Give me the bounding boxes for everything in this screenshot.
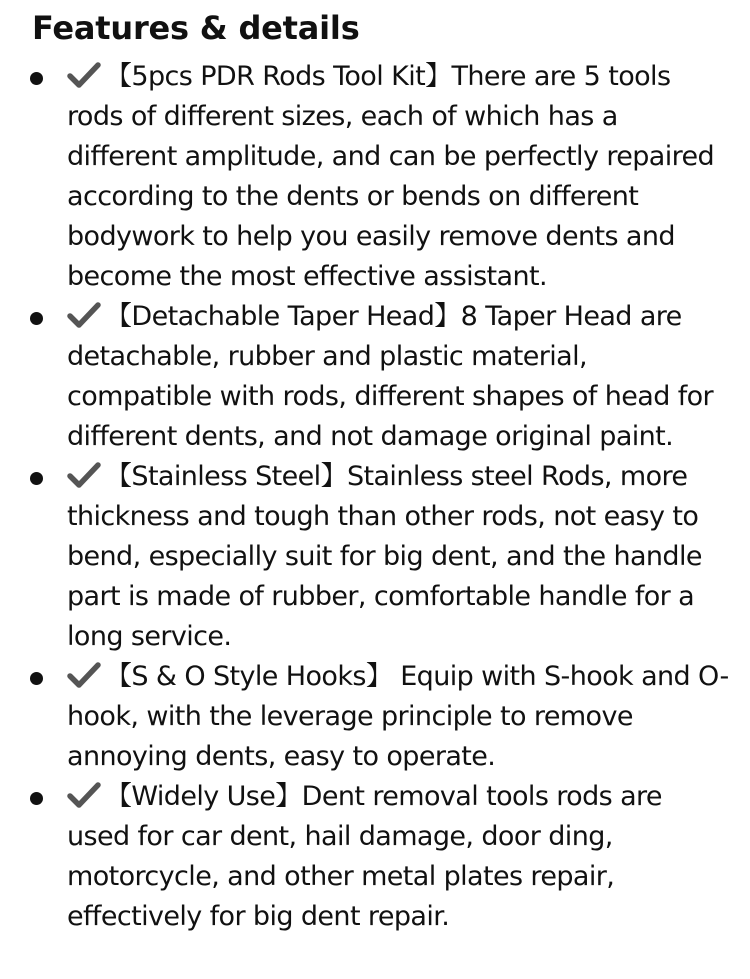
bullet-dot-icon <box>30 472 43 485</box>
bullet-dot-icon <box>30 792 43 805</box>
check-mark-icon <box>67 462 101 488</box>
section-title: Features & details <box>32 9 360 47</box>
check-mark-icon <box>67 662 101 688</box>
feature-text: 【Stainless Steel】Stainless steel Rods, more thickness and tough than other rods, not easy to bend, especially suit for big dent, and the handle part is made of rubber, comfortable handle for a long service. <box>67 461 702 652</box>
feature-item <box>0 777 731 937</box>
feature-item <box>0 57 731 297</box>
feature-text: 【5pcs PDR Rods Tool Kit】There are 5 tools rods of different sizes, each of which has a different amplitude, and can be perfectly repaired according to the dents or bends on different bodywork to help you easily remove dents and become the most effective assistant. <box>67 61 715 292</box>
feature-list <box>0 57 731 937</box>
feature-item <box>0 457 731 657</box>
check-mark-icon <box>67 782 101 808</box>
feature-text: 【Detachable Taper Head】8 Taper Head are detachable, rubber and plastic material, compatible with rods, different shapes of head for different dents, and not damage original paint. <box>67 301 714 452</box>
bullet-dot-icon <box>30 312 43 325</box>
bullet-dot-icon <box>30 672 43 685</box>
check-mark-icon <box>67 62 101 88</box>
feature-item <box>0 657 731 777</box>
bullet-dot-icon <box>30 72 43 85</box>
feature-item <box>0 297 731 457</box>
feature-text: 【Widely Use】Dent removal tools rods are used for car dent, hail damage, door ding, motorcycle, and other metal plates repair, effectively for big dent repair. <box>67 781 662 932</box>
check-mark-icon <box>67 302 101 328</box>
feature-text: 【S & O Style Hooks】 Equip with S-hook and O-hook, with the leverage principle to remove annoying dents, easy to operate. <box>67 661 729 772</box>
